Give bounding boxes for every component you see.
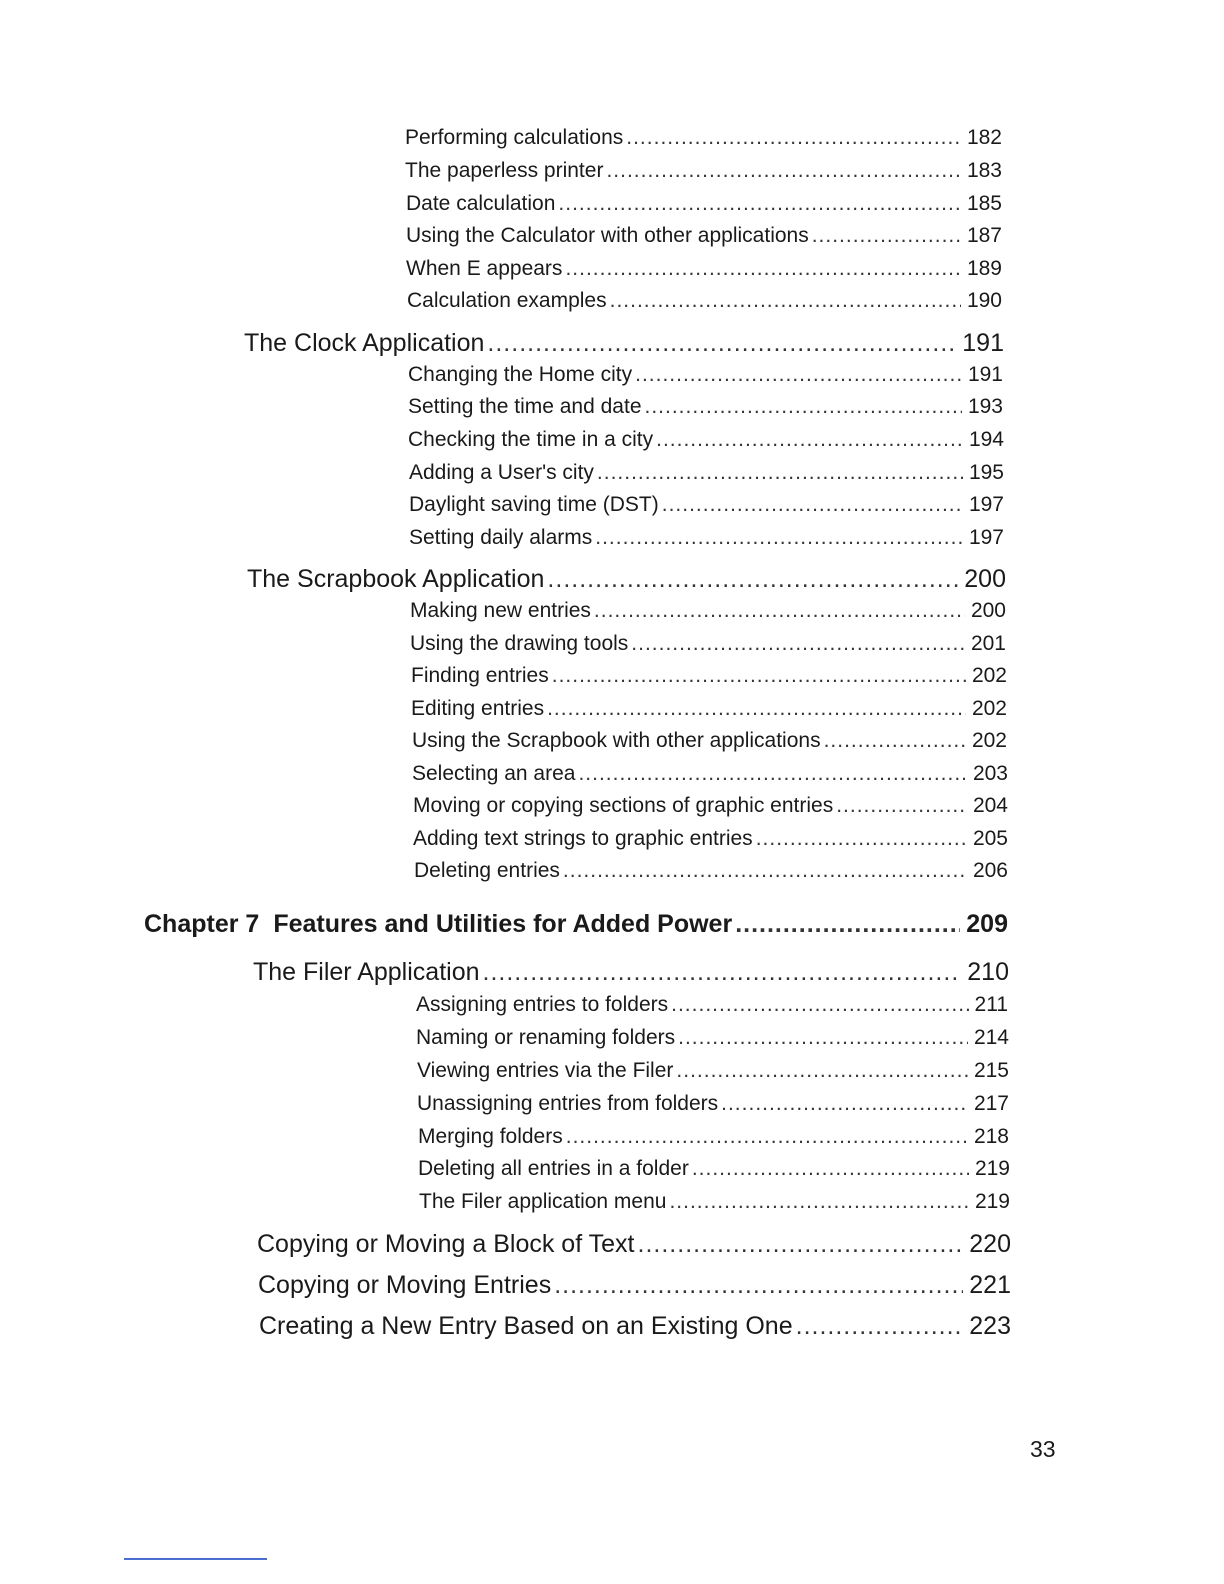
toc-entry-page: 185 [966, 192, 1002, 215]
toc-entry-title: Naming or renaming folders [416, 1026, 676, 1049]
toc-entry-title: Finding entries [411, 664, 549, 687]
toc-entry-page: 203 [972, 762, 1008, 785]
toc-entry-title: Adding text strings to graphic entries [413, 827, 753, 850]
toc-entry-title: Selecting an area [412, 762, 576, 785]
toc-entry[interactable] [414, 859, 1008, 883]
toc-section-title: The Clock Application [244, 329, 485, 357]
page-number: 33 [1030, 1436, 1056, 1462]
toc-section-page: 191 [962, 329, 1004, 357]
toc-section[interactable] [258, 1271, 1011, 1300]
dot-leader [669, 1190, 968, 1214]
toc-chapter[interactable] [144, 910, 1008, 939]
toc-section-title: Copying or Moving Entries [258, 1271, 552, 1299]
toc-entry-page: 205 [972, 827, 1008, 850]
dot-leader [756, 827, 967, 851]
toc-entry-title: Using the Calculator with other applications [406, 224, 809, 247]
toc-entry[interactable] [409, 461, 1004, 485]
dot-leader [547, 565, 958, 594]
dot-leader [676, 1059, 968, 1083]
toc-entry-page: 197 [968, 526, 1004, 549]
toc-entry-page: 200 [970, 599, 1006, 622]
dot-leader [487, 329, 956, 358]
toc-entry[interactable] [418, 1157, 1010, 1181]
toc-section-page: 223 [969, 1312, 1011, 1340]
dot-leader [626, 126, 961, 150]
toc-entry-page: 214 [973, 1026, 1009, 1049]
toc-entry[interactable] [408, 428, 1004, 452]
toc-entry-page: 195 [968, 461, 1004, 484]
toc-entry[interactable] [409, 526, 1004, 550]
toc-entry[interactable] [407, 289, 1002, 313]
toc-entry[interactable] [418, 1125, 1009, 1149]
toc-entry-title: Calculation examples [407, 289, 607, 312]
toc-entry-title: Unassigning entries from folders [417, 1092, 719, 1115]
toc-entry-page: 219 [974, 1190, 1010, 1213]
toc-entry-title: Moving or copying sections of graphic entries [413, 794, 834, 817]
toc-entry-page: 202 [971, 664, 1007, 687]
dot-leader [606, 159, 961, 183]
toc-entry-page: 201 [970, 632, 1006, 655]
toc-entry-page: 187 [966, 224, 1002, 247]
toc-entry[interactable] [409, 493, 1004, 517]
toc-entry-title: Using the drawing tools [410, 632, 629, 655]
toc-entry-title: Merging folders [418, 1125, 563, 1148]
toc-entry[interactable] [413, 827, 1008, 851]
toc-entry[interactable] [416, 1026, 1009, 1050]
dot-leader [547, 697, 966, 721]
toc-entry-title: When E appears [406, 257, 563, 280]
toc-chapter-number: Chapter 7 [144, 910, 260, 938]
toc-entry-title: Using the Scrapbook with other applications [412, 729, 821, 752]
toc-entry[interactable] [406, 257, 1002, 281]
toc-entry[interactable] [416, 993, 1008, 1017]
dot-leader [566, 1125, 968, 1149]
toc-entry-title: Setting the time and date [408, 395, 642, 418]
dot-leader [563, 859, 967, 883]
toc-entry-title: Changing the Home city [408, 363, 633, 386]
toc-entry-page: 204 [972, 794, 1008, 817]
toc-section-page: 221 [969, 1271, 1011, 1299]
toc-entry-title: Deleting all entries in a folder [418, 1157, 689, 1180]
dot-leader [610, 289, 961, 313]
toc-entry[interactable] [419, 1190, 1010, 1214]
toc-entry-title: Assigning entries to folders [416, 993, 669, 1016]
dot-leader [483, 958, 962, 987]
toc-entry-page: 211 [974, 993, 1008, 1016]
toc-entry[interactable] [408, 363, 1003, 387]
toc-entry[interactable] [411, 664, 1007, 688]
toc-section-page: 220 [969, 1230, 1011, 1258]
toc-entry[interactable] [410, 632, 1006, 656]
dot-leader [638, 1230, 964, 1259]
dot-leader [554, 1271, 963, 1300]
toc-section[interactable] [247, 565, 1006, 594]
toc-entry-page: 217 [973, 1092, 1009, 1115]
toc-entry[interactable] [410, 599, 1006, 623]
toc-entry[interactable] [406, 192, 1002, 216]
dot-leader [631, 632, 965, 656]
toc-entry-title: Editing entries [411, 697, 545, 720]
toc-section-title: Copying or Moving a Block of Text [257, 1230, 635, 1258]
toc-entry-title: The Filer application menu [419, 1190, 667, 1213]
toc-entry[interactable] [405, 126, 1002, 150]
toc-entry[interactable] [412, 729, 1007, 753]
toc-entry-page: 219 [974, 1157, 1010, 1180]
dot-leader [692, 1157, 969, 1181]
toc-entry[interactable] [406, 224, 1002, 248]
dot-leader [836, 794, 967, 818]
toc-section-title: The Scrapbook Application [247, 565, 545, 593]
toc-section-page: 210 [967, 958, 1009, 986]
toc-section-title: The Filer Application [253, 958, 480, 986]
dot-leader [662, 493, 963, 517]
dot-leader [678, 1026, 968, 1050]
toc-entry[interactable] [408, 395, 1003, 419]
toc-entry-page: 183 [966, 159, 1002, 182]
toc-entry-page: 191 [967, 363, 1003, 386]
toc-entry-title: Making new entries [410, 599, 591, 622]
dot-leader [595, 526, 963, 550]
dot-leader [558, 192, 961, 216]
toc-entry-title: Checking the time in a city [408, 428, 654, 451]
dot-leader [812, 224, 961, 248]
toc-entry-page: 190 [966, 289, 1002, 312]
toc-chapter-page: 209 [966, 910, 1008, 938]
toc-entry-page: 189 [966, 257, 1002, 280]
dot-leader [594, 599, 965, 623]
toc-section[interactable] [259, 1312, 1011, 1341]
toc-entry-title: The paperless printer [405, 159, 604, 182]
toc-entry-page: 202 [971, 697, 1007, 720]
dot-leader [721, 1092, 968, 1116]
dot-leader [796, 1312, 964, 1341]
toc-entry-page: 182 [966, 126, 1002, 149]
toc-chapter-title [144, 910, 732, 939]
toc-section[interactable] [253, 958, 1009, 987]
toc-section-title: Creating a New Entry Based on an Existing One [259, 1312, 793, 1340]
toc-entry-page: 193 [967, 395, 1003, 418]
dot-leader [671, 993, 968, 1017]
toc-entry-title: Daylight saving time (DST) [409, 493, 659, 516]
toc-entry-title: Performing calculations [405, 126, 624, 149]
toc-chapter-name: Features and Utilities for Added Power [273, 910, 733, 938]
toc-section[interactable] [244, 329, 1004, 358]
dot-leader [552, 664, 966, 688]
toc-section-page: 200 [964, 565, 1006, 593]
toc-entry-page: 202 [971, 729, 1007, 752]
dot-leader [635, 363, 962, 387]
toc-entry-page: 197 [968, 493, 1004, 516]
toc-section[interactable] [257, 1230, 1011, 1259]
dot-leader [824, 729, 966, 753]
toc-entry-title: Date calculation [406, 192, 556, 215]
toc-entry-title: Adding a User's city [409, 461, 594, 484]
toc-entry-title: Deleting entries [414, 859, 560, 882]
dot-leader [597, 461, 963, 485]
dot-leader [735, 910, 960, 939]
toc-entry-page: 215 [973, 1059, 1009, 1082]
toc-entry-page: 194 [968, 428, 1004, 451]
toc-entry-page: 218 [973, 1125, 1009, 1148]
toc-entry-page: 206 [972, 859, 1008, 882]
toc-entry[interactable] [405, 159, 1002, 183]
dot-leader [565, 257, 961, 281]
toc-entry[interactable] [412, 762, 1008, 786]
toc-entry[interactable] [417, 1092, 1009, 1116]
toc-entry[interactable] [411, 697, 1007, 721]
toc-entry-title: Setting daily alarms [409, 526, 593, 549]
toc-entry[interactable] [413, 794, 1008, 818]
toc-entry[interactable] [417, 1059, 1009, 1083]
footer-rule [124, 1558, 267, 1560]
toc-entry-title: Viewing entries via the Filer [417, 1059, 674, 1082]
dot-leader [656, 428, 963, 452]
dot-leader [645, 395, 962, 419]
dot-leader [578, 762, 967, 786]
